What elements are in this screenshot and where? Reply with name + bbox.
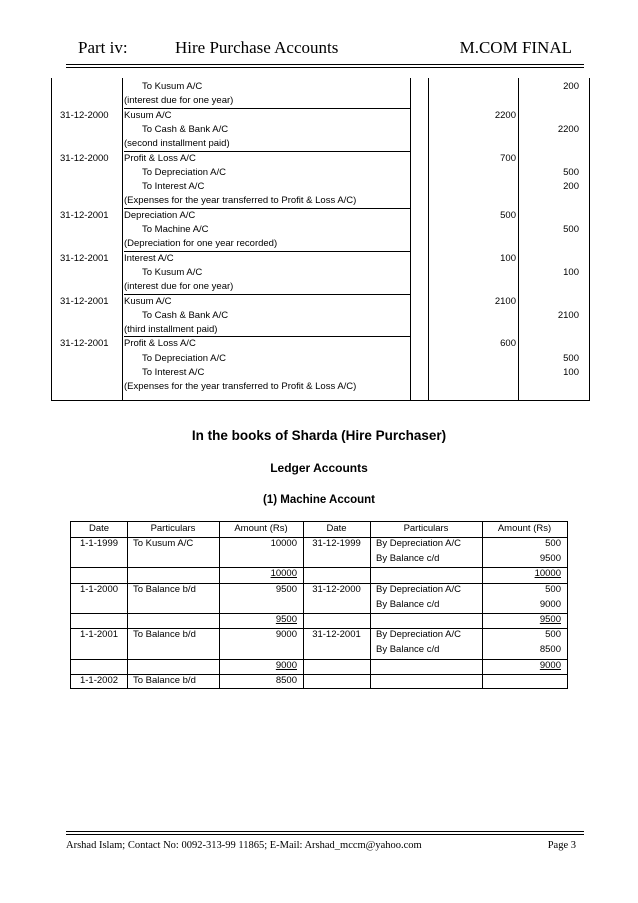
credit-amount: 100: [563, 367, 579, 378]
credit-account: To Interest A/C: [142, 181, 205, 193]
header-title: Hire Purchase Accounts: [175, 38, 339, 57]
entry-date: 31-12-2001: [60, 209, 109, 221]
credit-account: To Kusum A/C: [142, 81, 203, 92]
entry-particulars: (interest due for one year): [124, 281, 234, 293]
entry-particulars: Profit & Loss A/C: [124, 338, 196, 350]
entry-particulars: To Kusum A/C: [133, 538, 194, 549]
entry-particulars: Kusum A/C: [124, 109, 172, 121]
entry-date: 31-12-1999: [312, 538, 361, 549]
entry-amount: 500: [545, 538, 561, 549]
header-part: Part iv:: [78, 38, 128, 57]
debit-amount: 500: [500, 209, 516, 221]
entry-particulars: (second installment paid): [124, 138, 230, 150]
entry-amount: 500: [545, 583, 561, 595]
credit-amount: 500: [563, 352, 579, 364]
credit-amount: 500: [563, 166, 579, 178]
entry-particulars: To Balance b/d: [133, 629, 196, 641]
total-amount: 10000: [270, 568, 297, 580]
total-amount: 9000: [539, 659, 561, 671]
header-rule-2: [66, 67, 584, 68]
entry-particulars: By Balance c/d: [376, 644, 440, 656]
entry-particulars: To Balance b/d: [133, 583, 196, 595]
credit-amount: 2200: [557, 123, 579, 135]
page-header: [66, 38, 584, 62]
journal-table: [51, 78, 590, 401]
entry-particulars: Interest A/C: [124, 252, 174, 264]
entry-particulars: To Balance b/d: [133, 674, 196, 686]
entry-particulars: By Balance c/d: [376, 598, 440, 610]
entry-particulars: By Balance c/d: [376, 553, 440, 565]
account-title: (1) Machine Account: [262, 494, 376, 506]
debit-amount: 100: [500, 252, 516, 264]
journal-separator: [124, 108, 410, 109]
credit-amount: 200: [563, 181, 579, 193]
credit-amount: 2100: [557, 309, 579, 321]
col-amount-header: Amount (Rs): [234, 523, 288, 534]
entry-amount: 500: [545, 629, 561, 641]
entry-date: 31-12-2001: [312, 629, 361, 641]
ledger-title: Ledger Accounts: [270, 461, 368, 475]
col-particulars-header: Particulars: [150, 523, 196, 534]
entry-date: 31-12-2000: [60, 152, 109, 164]
entry-particulars: (interest due for one year): [124, 95, 234, 107]
debit-amount: 600: [500, 338, 516, 350]
credit-amount: 200: [563, 81, 579, 92]
books-title: In the books of Sharda (Hire Purchaser): [191, 428, 447, 443]
entry-particulars: (Expenses for the year transferred to Profit & Loss A/C): [124, 381, 357, 393]
entry-date: 31-12-2001: [60, 338, 109, 350]
entry-particulars: Kusum A/C: [124, 295, 172, 307]
entry-date: 31-12-2000: [312, 583, 361, 595]
entry-date: 1-1-2000: [79, 583, 119, 595]
entry-particulars: (Depreciation for one year recorded): [124, 238, 278, 250]
journal-separator: [124, 294, 410, 295]
debit-amount: 700: [500, 152, 516, 164]
journal-separator: [124, 151, 410, 152]
entry-particulars: (Expenses for the year transferred to Profit & Loss A/C): [124, 195, 357, 207]
entry-particulars: By Depreciation A/C: [376, 583, 462, 595]
total-amount: 9500: [539, 614, 561, 625]
credit-account: To Depreciation A/C: [142, 352, 226, 364]
entry-date: 31-12-2000: [60, 109, 109, 121]
machine-account-table: [70, 521, 568, 689]
entry-date: 31-12-2001: [60, 252, 109, 264]
entry-particulars: (third installment paid): [124, 324, 218, 336]
entry-amount: 8500: [539, 644, 561, 656]
credit-account: To Depreciation A/C: [142, 166, 226, 178]
journal-separator: [124, 251, 410, 252]
col-amount-header: Amount (Rs): [497, 523, 552, 534]
debit-amount: 2200: [494, 109, 516, 121]
entry-amount: 9000: [539, 598, 561, 610]
credit-amount: 100: [563, 266, 579, 278]
entry-date: 1-1-1999: [79, 538, 119, 549]
entry-particulars: Depreciation A/C: [124, 209, 196, 221]
entry-amount: 8500: [275, 674, 297, 686]
credit-account: To Interest A/C: [142, 367, 205, 378]
col-date-header: Date: [326, 523, 347, 534]
header-course: M.COM FINAL: [459, 38, 572, 57]
footer-rule-2: [66, 834, 584, 835]
journal-separator: [124, 208, 410, 209]
entry-particulars: By Depreciation A/C: [376, 538, 462, 549]
total-amount: 10000: [534, 568, 561, 580]
entry-date: 1-1-2001: [79, 629, 119, 641]
credit-account: To Cash & Bank A/C: [142, 309, 229, 321]
entry-particulars: By Depreciation A/C: [376, 629, 462, 641]
entry-amount: 9500: [275, 583, 297, 595]
entry-particulars: Profit & Loss A/C: [124, 152, 196, 164]
col-date-header: Date: [88, 523, 110, 534]
entry-amount: 9500: [539, 553, 561, 565]
journal-separator: [124, 336, 410, 337]
entry-date: 31-12-2001: [60, 295, 109, 307]
page-number: Page 3: [547, 840, 576, 851]
header-rule: [66, 64, 584, 65]
debit-amount: 2100: [494, 295, 516, 307]
footer-rule: [66, 831, 584, 832]
credit-account: To Machine A/C: [142, 224, 209, 235]
credit-amount: 500: [563, 224, 579, 235]
footer-contact: Arshad Islam; Contact No: 0092-313-99 11865; E-Mail: Arshad_mccm@yahoo.com: [66, 840, 422, 851]
entry-amount: 9000: [275, 629, 297, 641]
credit-account: To Kusum A/C: [142, 266, 203, 278]
entry-amount: 10000: [270, 538, 297, 549]
entry-date: 1-1-2002: [79, 674, 119, 686]
total-amount: 9500: [275, 614, 297, 625]
credit-account: To Cash & Bank A/C: [142, 123, 229, 135]
total-amount: 9000: [275, 659, 297, 671]
col-particulars-header: Particulars: [403, 523, 449, 534]
